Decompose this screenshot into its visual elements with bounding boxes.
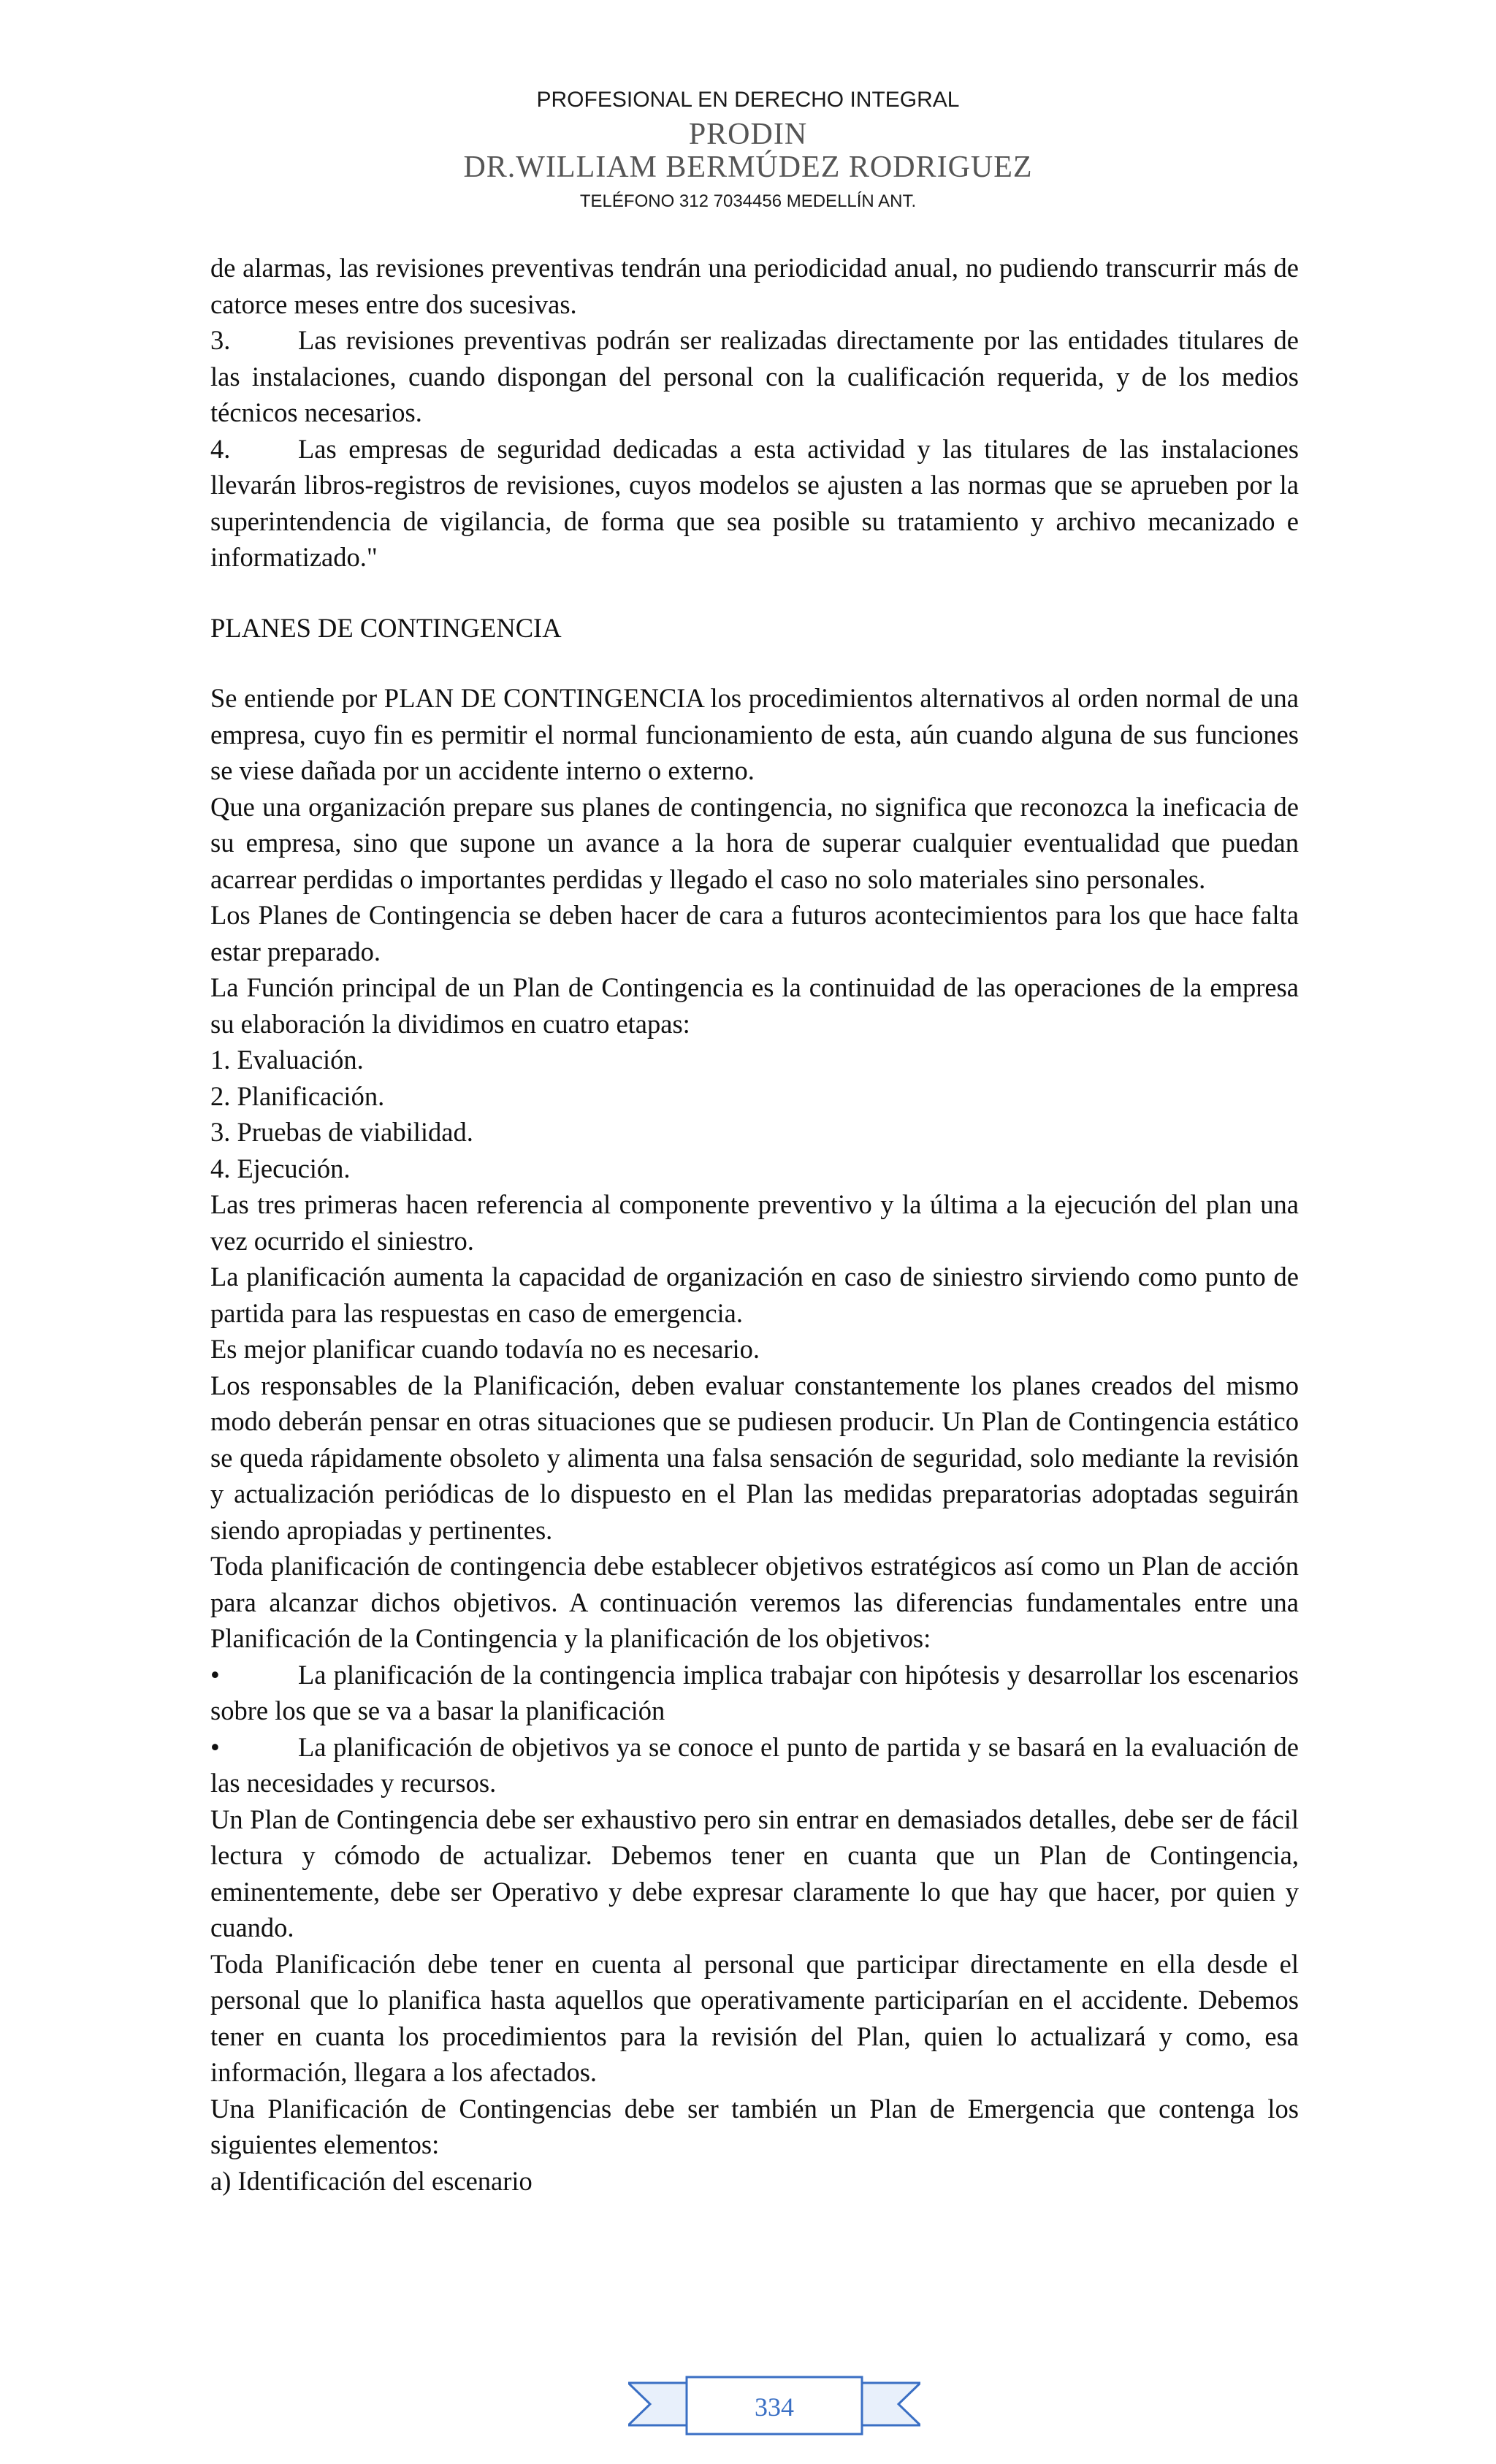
list-item: 2. Planificación. [210, 1080, 385, 1111]
paragraph: La Función principal de un Plan de Contingencia es la continuidad de las operaciones de la empresa su elaboración la dividimos en cuatro etapas: [210, 972, 1299, 1039]
header-profession: PROFESIONAL EN DERECHO INTEGRAL [536, 88, 960, 112]
bullet-item [210, 1657, 1299, 1729]
paragraph: Es mejor planificar cuando todavía no es necesario. [210, 1334, 760, 1364]
section-title: PLANES DE CONTINGENCIA [210, 612, 562, 643]
page-number-ribbon [628, 2374, 920, 2440]
numbered-item [210, 431, 1299, 576]
paragraph: a) Identificación del escenario [210, 2165, 533, 2196]
item-text: Las empresas de seguridad dedicadas a esta actividad y las titulares de las instalaciones llevarán libros-registros de revisiones, cuyos modelos se ajusten a las normas que se aprueben por la superintendencia de vigilancia, de forma que sea posible su tratamiento y archivo mecanizado e informatizado." [210, 433, 1299, 572]
header-phone: TELÉFONO 312 7034456 MEDELLÍN ANT. [579, 191, 917, 211]
list-item: 1. Evaluación. [210, 1045, 364, 1075]
paragraph: Las tres primeras hacen referencia al componente preventivo y la última a la ejecución del plan una vez ocurrido el siniestro. [210, 1189, 1299, 1256]
paragraph: Un Plan de Contingencia debe ser exhaustivo pero sin entrar en demasiados detalles, debe ser de fácil lectura y cómodo de actualizar. Debemos tener en cuanta que un Plan de Contingencia, eminentemente, debe ser Operativo y debe expresar claramente lo que hay que hacer, por quien y cuando. [210, 1804, 1299, 1942]
list-item: 4. Ejecución. [210, 1153, 351, 1183]
bullet-text: La planificación de objetivos ya se conoce el punto de partida y se basará en la evaluación de las necesidades y recursos. [210, 1731, 1299, 1798]
paragraph: Que una organización prepare sus planes de contingencia, no significa que reconozca la ineficacia de su empresa, sino que supone un avance a la hora de superar cualquier eventualidad que puedan acarrear perdidas o importantes perdidas y llegado el caso no solo materiales sino personales. [210, 791, 1299, 894]
paragraph: Los Planes de Contingencia se deben hacer de cara a futuros acontecimientos para los que hace falta estar preparado. [210, 900, 1299, 966]
header-author-name: DR.WILLIAM BERMÚDEZ RODRIGUEZ [463, 150, 1033, 184]
item-number: 3. [210, 325, 231, 355]
page-number: 334 [755, 2392, 794, 2422]
paragraph: Se entiende por PLAN DE CONTINGENCIA los procedimientos alternativos al orden normal de una empresa, cuyo fin es permitir el normal funcionamiento de esta, aún cuando alguna de sus funciones se viese dañada por un accidente interno o externo. [210, 683, 1299, 785]
bullet-text: La planificación de la contingencia implica trabajar con hipótesis y desarrollar los escenarios sobre los que se va a basar la planificación [210, 1659, 1299, 1725]
paragraph: Toda Planificación debe tener en cuenta al personal que participar directamente en ella desde el personal que lo planifica hasta aquellos que operativamente participarían en el accidente. Debemos tener en cuanta los procedimientos para la revisión del Plan, quien lo actualizará y como, esa información, llegara a los afectados. [210, 1948, 1299, 2087]
numbered-item [210, 322, 1299, 431]
paragraph: La planificación aumenta la capacidad de organización en caso de siniestro sirviendo como punto de partida para las respuestas en caso de emergencia. [210, 1262, 1299, 1328]
header-firm-name: PRODIN [688, 118, 808, 151]
list-item: 3. Pruebas de viabilidad. [210, 1117, 473, 1147]
document-body [210, 250, 1299, 2199]
paragraph: Una Planificación de Contingencias debe ser también un Plan de Emergencia que contenga los siguientes elementos: [210, 2093, 1299, 2159]
paragraph: Toda planificación de contingencia debe establecer objetivos estratégicos así como un Plan de acción para alcanzar dichos objetivos. A continuación veremos las diferencias fundamentales entre una Planificación de la Contingencia y la planificación de los objetivos: [210, 1551, 1299, 1653]
bullet-item [210, 1729, 1299, 1801]
bullet-icon: • [210, 1659, 220, 1690]
paragraph: de alarmas, las revisiones preventivas tendrán una periodicidad anual, no pudiendo transcurrir más de catorce meses entre dos sucesivas. [210, 253, 1299, 319]
paragraph: Los responsables de la Planificación, deben evaluar constantemente los planes creados del mismo modo deberán pensar en otras situaciones que se pudiesen producir. Un Plan de Contingencia estático se queda rápidamente obsoleto y alimenta una falsa sensación de seguridad, solo mediante la revisión y actualización periódicas de lo dispuesto en el Plan las medidas preparatorias adoptadas seguirán siendo apropiadas y pertinentes. [210, 1370, 1299, 1545]
item-text: Las revisiones preventivas podrán ser realizadas directamente por las entidades titulares de las instalaciones, cuando dispongan del personal con la cualificación requerida, y de los medios técnicos necesarios. [210, 325, 1299, 427]
bullet-icon: • [210, 1731, 220, 1762]
item-number: 4. [210, 433, 231, 464]
